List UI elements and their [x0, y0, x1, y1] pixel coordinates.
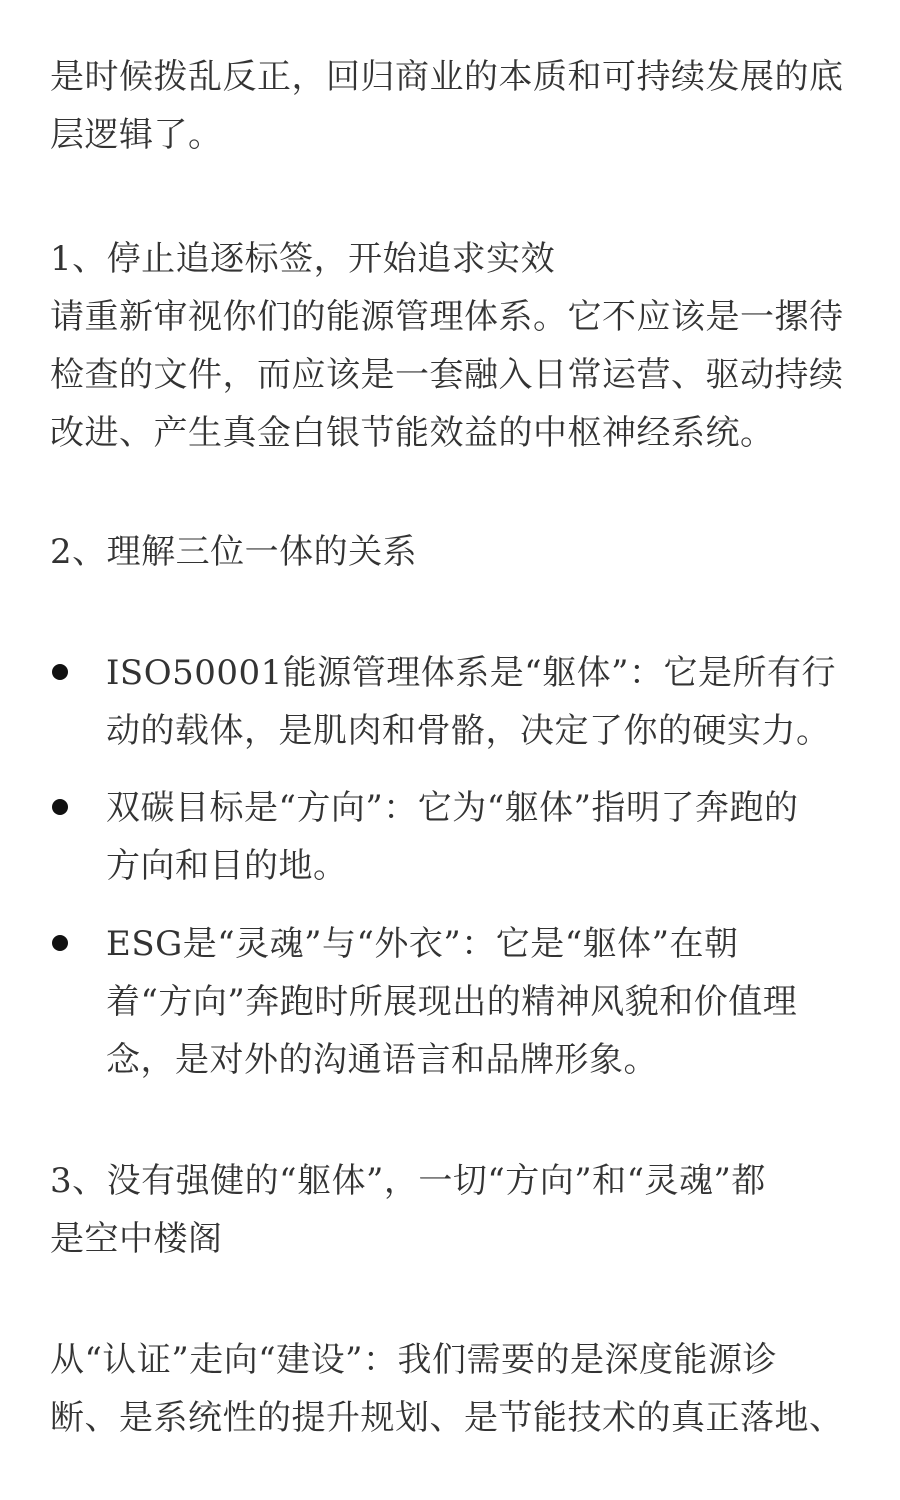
intro-line: 层逻辑了。 — [50, 115, 223, 155]
bullet-line: 方向和目的地。 — [106, 846, 348, 886]
section-1-body-line: 改进、产生真金白银节能效益的中枢神经系统。 — [50, 413, 775, 453]
bullet-line: 念，是对外的沟通语言和品牌形象。 — [106, 1040, 658, 1080]
bullet-line: ESG是“灵魂”与“外衣”：它是“躯体”在朝 — [106, 924, 739, 964]
section-3-heading-line: 是空中楼阁 — [50, 1219, 223, 1259]
bullet-icon — [52, 799, 68, 815]
section-1-body-line: 请重新审视你们的能源管理体系。它不应该是一摞待 — [50, 297, 844, 337]
intro-line: 是时候拨乱反正，回归商业的本质和可持续发展的底 — [50, 57, 844, 97]
section-2-heading: 2、理解三位一体的关系 — [50, 532, 418, 572]
section-1-heading: 1、停止追逐标签，开始追求实效 — [50, 239, 556, 279]
bullet-line: 着“方向”奔跑时所展现出的精神风貌和价值理 — [106, 982, 798, 1022]
section-3-body-line: 从“认证”走向“建设”：我们需要的是深度能源诊 — [50, 1340, 778, 1380]
section-1-body-line: 检查的文件，而应该是一套融入日常运营、驱动持续 — [50, 355, 844, 395]
bullet-line: 动的载体，是肌肉和骨骼，决定了你的硬实力。 — [106, 711, 831, 751]
section-3-body-line: 断、是系统性的提升规划、是节能技术的真正落地、 — [50, 1398, 844, 1438]
bullet-icon — [52, 935, 68, 951]
bullet-icon — [52, 664, 68, 680]
bullet-line: 双碳目标是“方向”：它为“躯体”指明了奔跑的 — [106, 788, 799, 828]
bullet-line: ISO50001能源管理体系是“躯体”：它是所有行 — [106, 653, 837, 693]
section-3-heading-line: 3、没有强健的“躯体”，一切“方向”和“灵魂”都 — [50, 1161, 766, 1201]
